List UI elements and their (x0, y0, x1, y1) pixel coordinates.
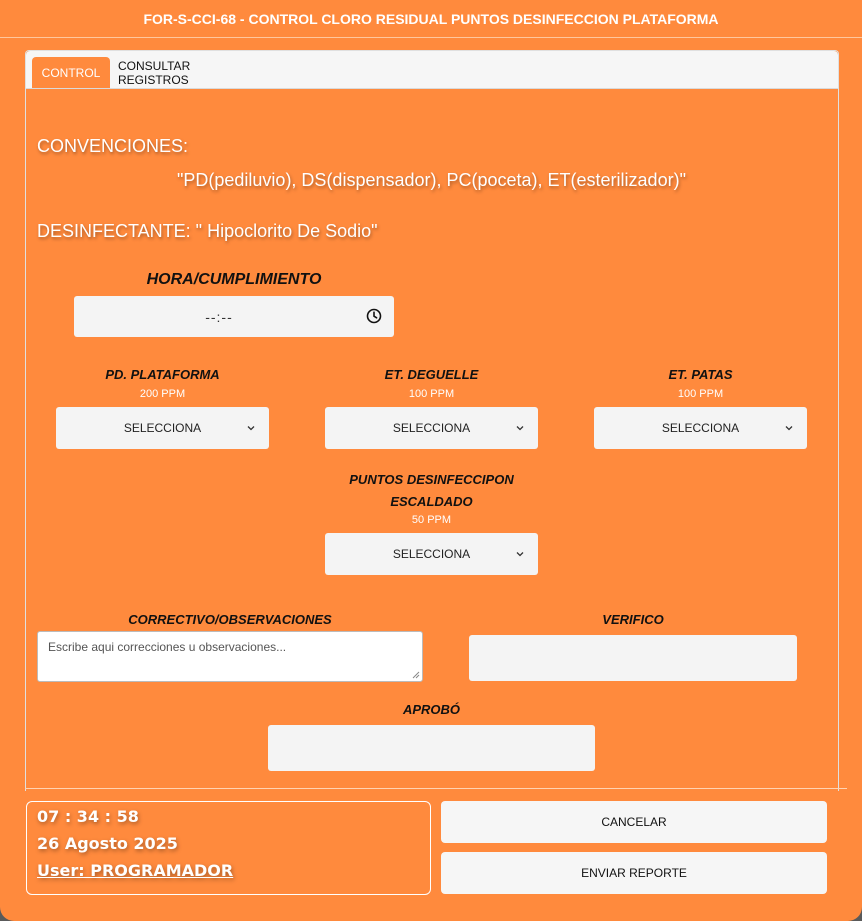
chevron-down-icon (783, 422, 795, 434)
chevron-down-icon (245, 422, 257, 434)
hora-label: HORA/CUMPLIMIENTO (146, 271, 322, 288)
session-info (26, 801, 431, 895)
window-title: FOR-S-CCI-68 - CONTROL CLORO RESIDUAL PUNTOS DESINFECCION PLATAFORMA (0, 0, 862, 38)
send-report-button[interactable]: ENVIAR REPORTE (441, 852, 827, 894)
et-patas-ppm: 100 PPM (677, 388, 724, 400)
conventions-heading: CONVENCIONES: (37, 136, 189, 156)
user-link[interactable]: User: PROGRAMADOR (37, 861, 234, 880)
et-deguelle-select[interactable] (325, 407, 538, 449)
et-patas-value: SELECCIONA (661, 421, 740, 435)
tab-control[interactable]: CONTROL (32, 57, 110, 88)
verifico-input[interactable] (469, 635, 797, 681)
disinfectant-text: DESINFECTANTE: " Hipoclorito De Sodio" (37, 221, 378, 241)
escaldado-label-line2: ESCALDADO (390, 494, 473, 509)
pd-plataforma-ppm: 200 PPM (139, 388, 186, 400)
aprobo-input[interactable] (268, 725, 595, 771)
pd-plataforma-value: SELECCIONA (123, 421, 202, 435)
et-patas-select[interactable] (594, 407, 807, 449)
verifico-label: VERIFICO (602, 612, 664, 627)
footer-divider (25, 788, 847, 789)
pd-plataforma-label: PD. PLATAFORMA (105, 367, 220, 382)
hora-input[interactable] (74, 296, 394, 337)
et-deguelle-ppm: 100 PPM (408, 388, 455, 400)
conventions-text: "PD(pediluvio), DS(dispensador), PC(poceta), ET(esterilizador)" (177, 170, 686, 190)
clock-icon[interactable] (366, 308, 382, 324)
tab-bar (26, 51, 838, 89)
observaciones-textarea[interactable] (37, 631, 423, 682)
escaldado-ppm: 50 PPM (411, 514, 452, 526)
cancel-button[interactable]: CANCELAR (441, 801, 827, 843)
hora-value: --:-- (205, 309, 233, 325)
escaldado-select[interactable] (325, 533, 538, 575)
observaciones-placeholder: Escribe aqui correcciones u observaciones... (48, 640, 287, 654)
chevron-down-icon (514, 548, 526, 560)
tab-consultar-registros[interactable]: CONSULTAR REGISTROS (118, 58, 191, 87)
resize-handle-icon[interactable] (412, 671, 420, 679)
pd-plataforma-select[interactable] (56, 407, 269, 449)
current-date: 26 Agosto 2025 (37, 834, 178, 853)
et-deguelle-value: SELECCIONA (392, 421, 471, 435)
escaldado-value: SELECCIONA (392, 547, 471, 561)
observaciones-label: CORRECTIVO/OBSERVACIONES (128, 612, 332, 627)
clock-time: 07 : 34 : 58 (37, 807, 139, 826)
escaldado-label-line1: PUNTOS DESINFECCIPON (349, 472, 514, 487)
aprobo-label: APROBÓ (402, 702, 461, 717)
chevron-down-icon (514, 422, 526, 434)
et-deguelle-label: ET. DEGUELLE (384, 367, 479, 382)
et-patas-label: ET. PATAS (668, 367, 733, 382)
